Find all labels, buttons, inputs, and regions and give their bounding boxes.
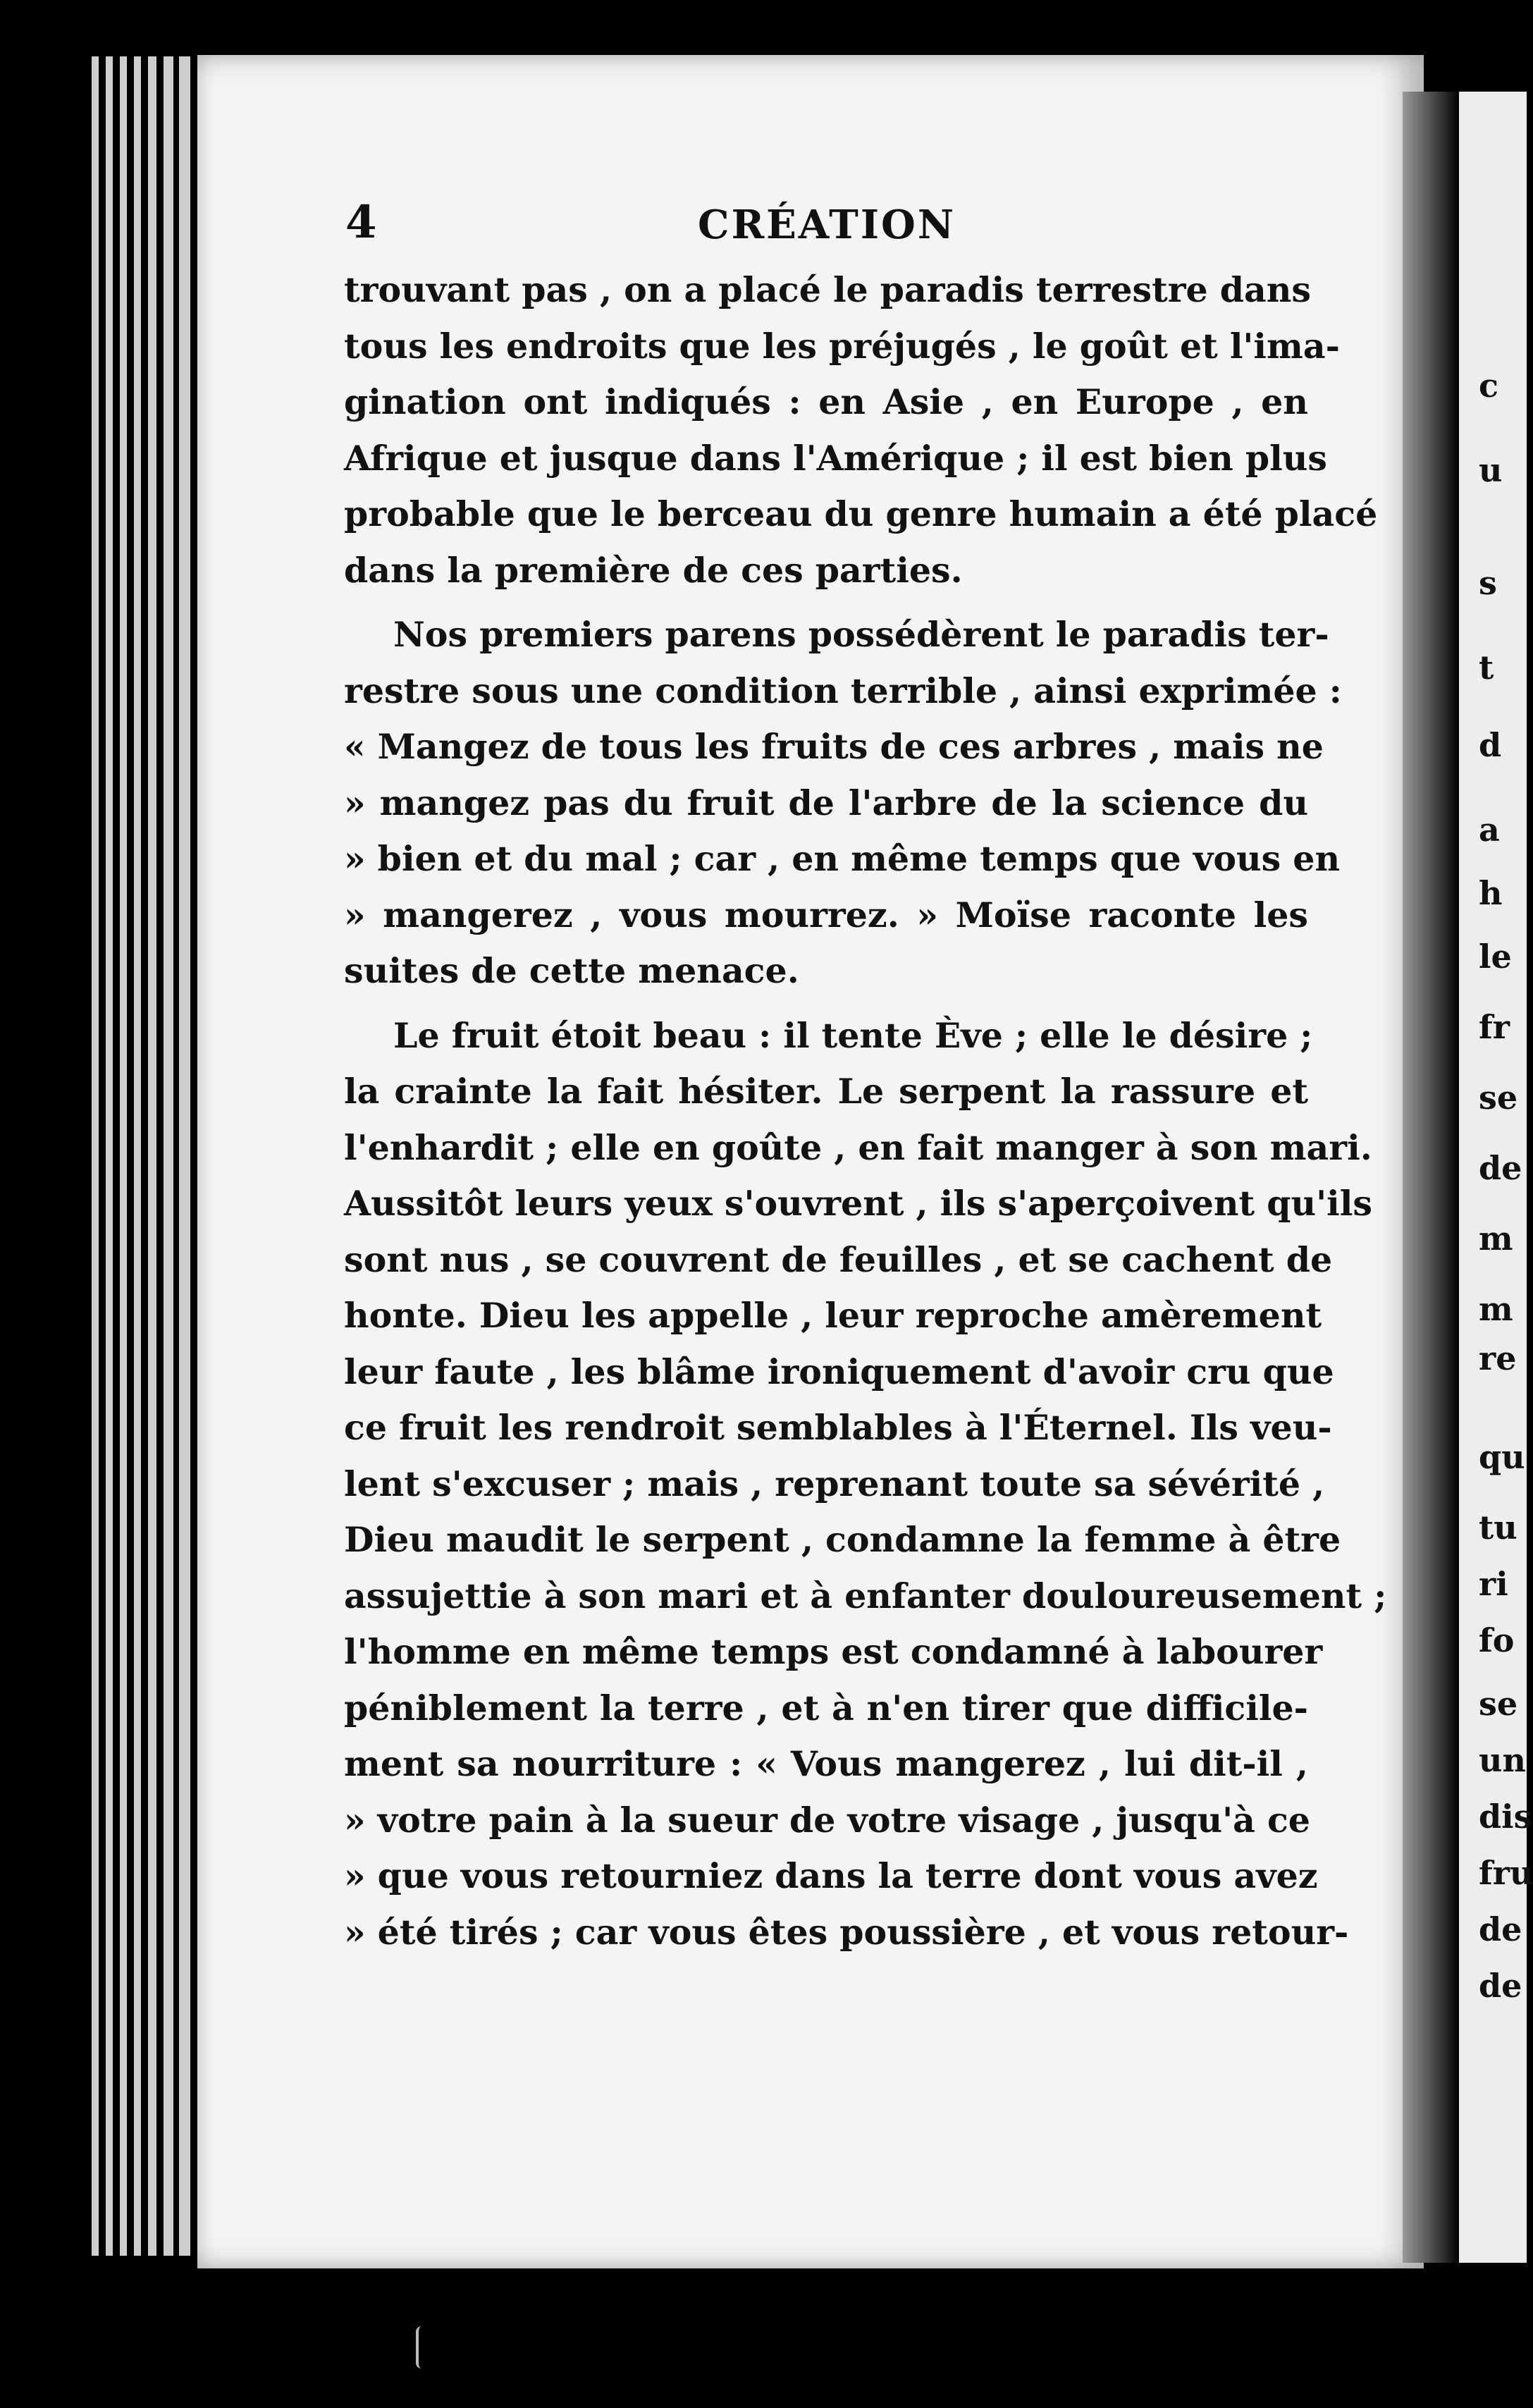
text-line: leur faute , les blâme ironiquement d'avoir cru que	[344, 1351, 1334, 1392]
text-line: assujettie à son mari et à enfanter douloureusement ;	[344, 1575, 1387, 1616]
facing-page-fragment: se	[1479, 1079, 1518, 1117]
page-edge	[164, 56, 173, 2256]
text-line: péniblement la terre , et à n'en tirer que difficile-	[344, 1687, 1308, 1728]
text-line: la crainte la fait hésiter. Le serpent la rassure et	[344, 1071, 1308, 1112]
body-text	[344, 262, 1387, 1960]
facing-page-fragment: dis	[1479, 1798, 1532, 1836]
page-edge	[106, 56, 113, 2256]
book-gutter	[1403, 92, 1459, 2263]
text-line: ce fruit les rendroit semblables à l'Éternel. Ils veu-	[344, 1407, 1332, 1448]
facing-page-fragment: u	[1479, 451, 1503, 489]
facing-page-fragment: t	[1479, 649, 1494, 687]
text-line: restre sous une condition terrible , ainsi exprimée :	[344, 670, 1342, 711]
page-edge	[148, 56, 156, 2256]
facing-page-fragment: s	[1479, 564, 1497, 602]
facing-page-fragment: re	[1479, 1339, 1517, 1377]
text-line: » mangerez , vous mourrez. » Moïse raconte les	[344, 894, 1308, 935]
text-line: l'homme en même temps est condamné à labourer	[344, 1631, 1323, 1672]
text-line: probable que le berceau du genre humain a été placé	[344, 493, 1378, 534]
facing-page-fragment: fru	[1479, 1854, 1533, 1892]
text-line: l'enhardit ; elle en goûte , en fait manger à son mari.	[344, 1126, 1372, 1168]
running-title: CRÉATION	[698, 202, 956, 248]
facing-page-fragment: d	[1479, 726, 1502, 764]
facing-page-fragment: de	[1479, 1149, 1522, 1187]
text-line: » votre pain à la sueur de votre visage , jusqu'à ce	[344, 1799, 1310, 1841]
facing-page-fragment: fr	[1479, 1008, 1510, 1046]
text-line: ment sa nourriture : « Vous mangerez , lui dit-il ,	[344, 1743, 1308, 1784]
page-edge	[120, 56, 127, 2256]
text-line: trouvant pas , on a placé le paradis terrestre dans	[344, 269, 1311, 310]
text-line: » mangez pas du fruit de l'arbre de la science du	[344, 782, 1308, 823]
page-number: 4	[345, 196, 377, 249]
facing-page-fragment: c	[1479, 367, 1499, 405]
facing-page-fragment: fo	[1479, 1621, 1515, 1659]
text-line: tous les endroits que les préjugés , le goût et l'ima-	[344, 325, 1340, 367]
page-edge	[92, 56, 99, 2256]
facing-page-fragment: se	[1479, 1685, 1518, 1723]
text-line: » été tirés ; car vous êtes poussière , et vous retour-	[344, 1911, 1349, 1953]
text-line: « Mangez de tous les fruits de ces arbres , mais ne	[344, 726, 1324, 767]
facing-page-fragment: de	[1479, 1967, 1522, 2005]
text-line: gination ont indiqués : en Asie , en Europe , en	[344, 381, 1308, 422]
scan-mark	[416, 2326, 429, 2369]
text-line: » que vous retourniez dans la terre dont vous avez	[344, 1855, 1318, 1896]
page-edge	[134, 56, 141, 2256]
facing-page-fragment: de	[1479, 1910, 1522, 1948]
facing-page-fragment: a	[1479, 811, 1500, 849]
text-line: Aussitôt leurs yeux s'ouvrent , ils s'aperçoivent qu'ils	[344, 1183, 1372, 1224]
text-line: Afrique et jusque dans l'Amérique ; il est bien plus	[344, 437, 1327, 479]
running-head	[345, 196, 1311, 252]
text-line: lent s'excuser ; mais , reprenant toute sa sévérité ,	[344, 1463, 1325, 1504]
facing-page-fragment: tu	[1479, 1509, 1517, 1547]
facing-page-fragment: le	[1479, 938, 1512, 976]
facing-page-fragment: h	[1479, 874, 1503, 912]
text-line: sont nus , se couvrent de feuilles , et se cachent de	[344, 1239, 1333, 1280]
facing-page-fragment: ri	[1479, 1565, 1508, 1603]
text-line: » bien et du mal ; car , en même temps que vous en	[344, 838, 1341, 879]
text-line: Dieu maudit le serpent , condamne la femme à être	[344, 1519, 1341, 1560]
facing-page-fragment: m	[1479, 1220, 1513, 1258]
text-line: Nos premiers parens possédèrent le paradis ter-	[393, 614, 1329, 655]
facing-page-fragment: un	[1479, 1741, 1526, 1779]
text-line: suites de cette menace.	[344, 950, 799, 991]
page-edge	[179, 56, 190, 2256]
text-line: dans la première de ces parties.	[344, 549, 963, 591]
facing-page-fragment: qu	[1479, 1438, 1525, 1476]
facing-page-fragment: m	[1479, 1290, 1513, 1328]
text-line: Le fruit étoit beau : il tente Ève ; elle le désire ;	[393, 1014, 1313, 1056]
text-line: honte. Dieu les appelle , leur reproche amèrement	[344, 1295, 1322, 1336]
